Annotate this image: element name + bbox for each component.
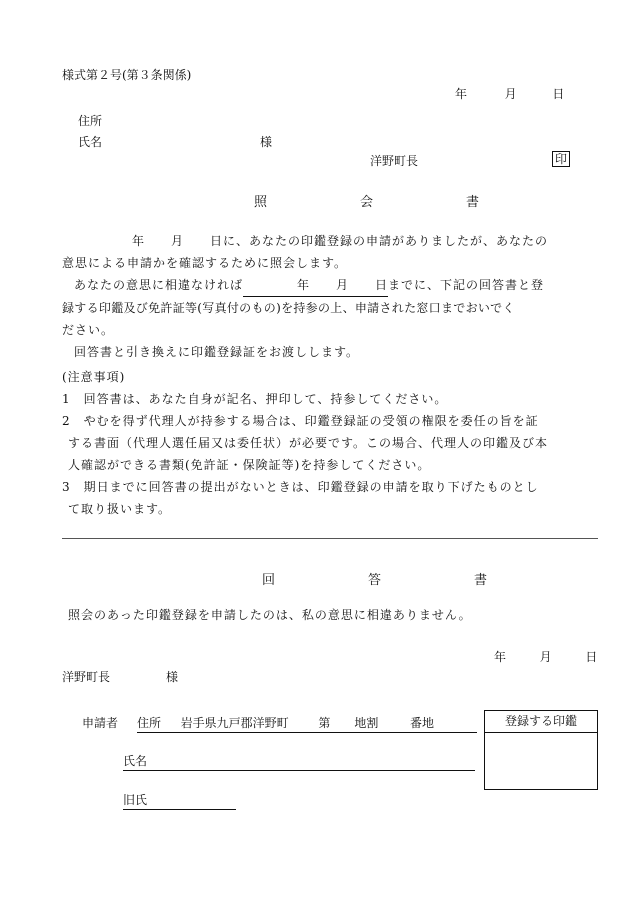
inquiry-para2-line1 <box>62 274 582 297</box>
inquiry-body <box>62 230 582 363</box>
reply-title: 回 答 書 <box>262 573 528 588</box>
official-seal-mark <box>552 150 570 167</box>
note-2-line3: 人確認ができる書類(免許証・保険証等)を持参してください。 <box>68 458 431 472</box>
inquiry-para1-line2: 意思による申請かを確認するために照会します。 <box>62 256 348 270</box>
recipient-address-label: 住所 <box>78 114 103 128</box>
day-label: 日 <box>552 87 565 101</box>
issue-date <box>455 85 564 102</box>
para2-post: までに、下記の回答書と登 <box>388 278 545 292</box>
inquiry-para2-line3: ださい。 <box>62 323 115 337</box>
note-3-line1: 3 期日までに回答書の提出がないときは、印鑑登録の申請を取り下げたものとし <box>62 480 539 494</box>
month-label: 月 <box>504 87 517 101</box>
deadline-date: 年 月 日 <box>243 274 388 297</box>
reply-addressee: 洋野町長 <box>62 670 111 684</box>
applicant-address-line[interactable] <box>137 714 477 733</box>
reply-addressee-honorific: 様 <box>166 670 179 684</box>
reply-day-label: 日 <box>585 650 598 664</box>
reply-statement: 照会のあった印鑑登録を申請したのは、私の意思に相違ありません。 <box>68 608 472 622</box>
note-3-line2: て取り扱います。 <box>68 502 172 516</box>
inquiry-title: 照 会 書 <box>254 195 520 210</box>
address-chiwari: 第 地割 <box>318 716 379 730</box>
reply-month-label: 月 <box>539 650 552 664</box>
sender-title: 洋野町長 <box>370 154 419 168</box>
applicant-name-line[interactable] <box>123 752 475 771</box>
notes-heading: (注意事項) <box>62 370 126 384</box>
inquiry-para1-line1: 年 月 日に、あなたの印鑑登録の申請がありましたが、あなたの <box>132 234 549 248</box>
para2-pre: あなたの意思に相違なければ <box>74 278 244 292</box>
former-name-label: 旧氏 <box>123 793 148 807</box>
inquiry-para3: 回答書と引き換えに印鑑登録証をお渡しします。 <box>74 345 360 359</box>
reply-date <box>494 648 597 665</box>
seal-label: 印 <box>552 151 570 167</box>
stamp-box-label: 登録する印鑑 <box>485 711 597 733</box>
note-1: 1 回答書は、あなた自身が記名、押印して、持参してください。 <box>62 392 448 406</box>
recipient-name-label: 氏名 <box>78 135 103 149</box>
notes-section <box>62 366 582 520</box>
reply-year-label: 年 <box>494 650 507 664</box>
address-label: 住所 <box>137 716 162 730</box>
seal-stamp-box[interactable] <box>484 710 598 790</box>
recipient-honorific: 様 <box>260 135 273 149</box>
applicant-label: 申請者 <box>82 716 119 730</box>
section-divider <box>62 538 598 539</box>
note-2-line1: 2 やむを得ず代理人が持参する場合は、印鑑登録証の受領の権限を委任の旨を証 <box>62 414 539 428</box>
year-label: 年 <box>455 87 468 101</box>
name-label: 氏名 <box>123 754 148 768</box>
address-value: 岩手県九戸郡洋野町 <box>180 716 289 730</box>
former-name-line[interactable] <box>123 791 236 810</box>
note-2-line2: する書面（代理人選任届又は委任状）が必要です。この場合、代理人の印鑑及び本 <box>68 436 549 450</box>
inquiry-para2-line2: 録する印鑑及び免許証等(写真付のもの)を持参の上、申請された窓口までおいでく <box>62 301 515 315</box>
form-number: 様式第２号(第３条関係) <box>62 68 192 82</box>
address-banchi: 番地 <box>410 716 435 730</box>
